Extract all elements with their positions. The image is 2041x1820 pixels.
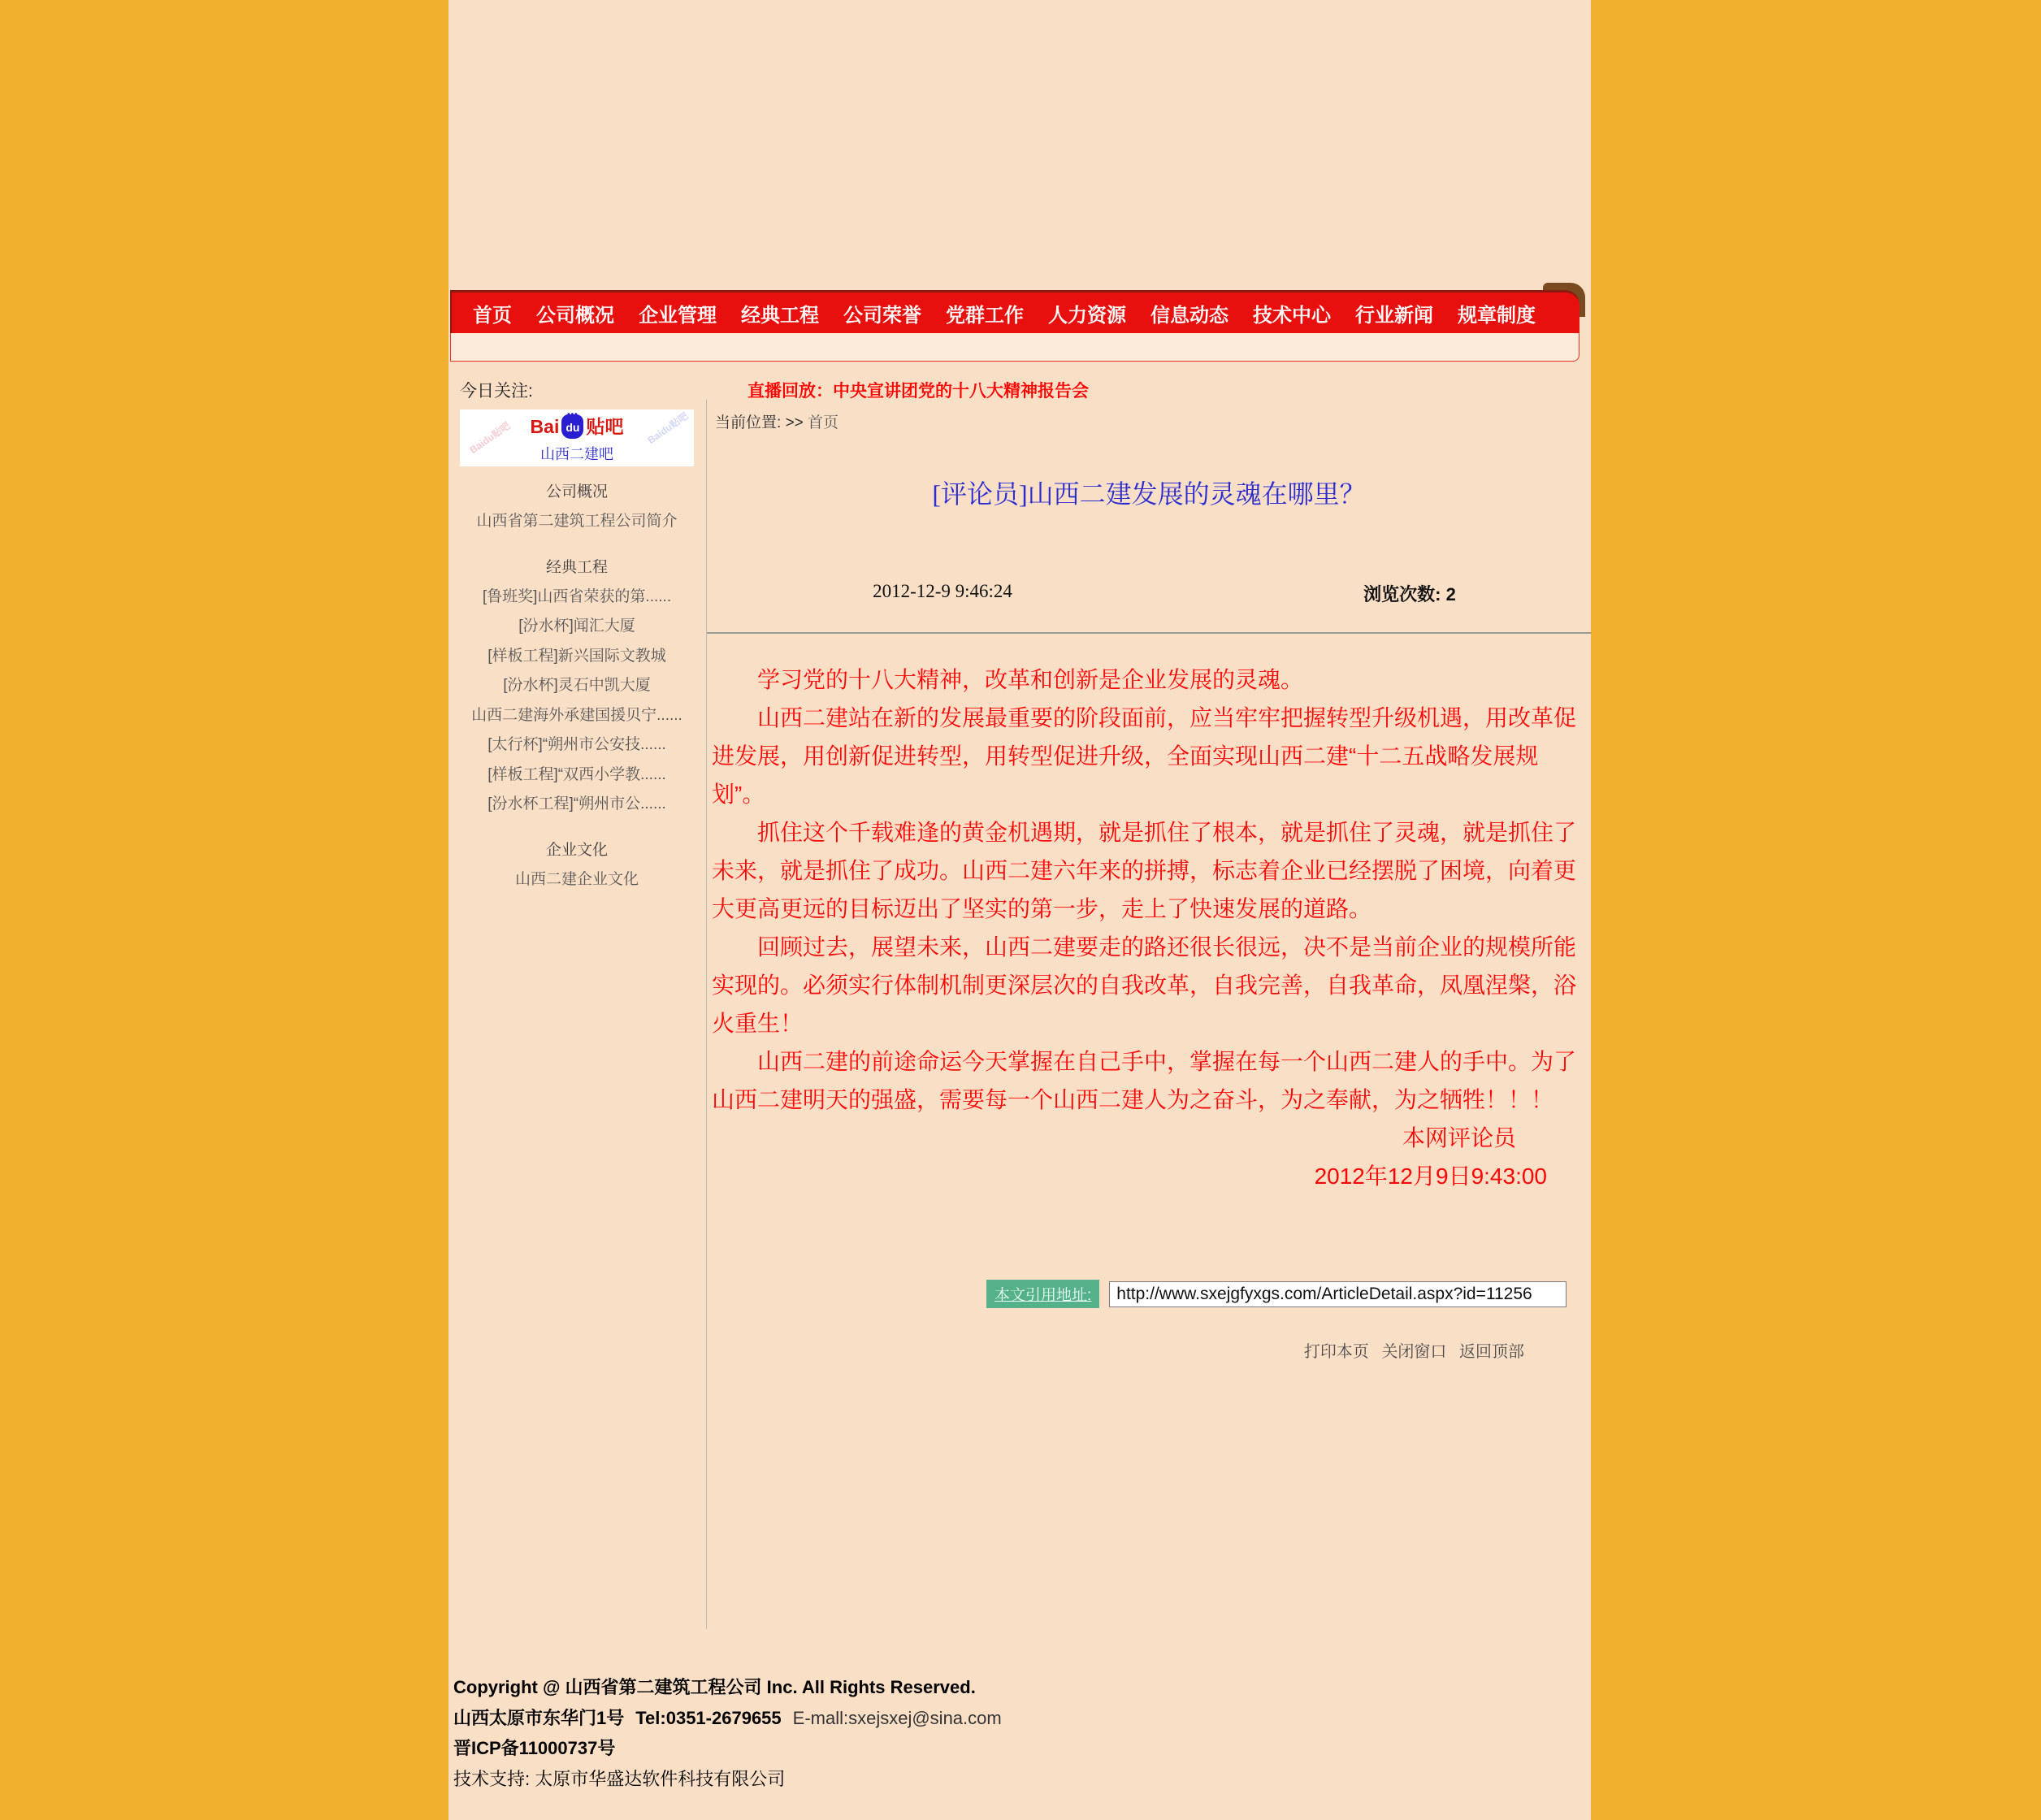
meta-divider xyxy=(707,632,1591,634)
nav-item-tech-center[interactable]: 技术中心 xyxy=(1253,304,1331,327)
sidebar-item-model-xinxing[interactable]: [样板工程]新兴国际文教城 xyxy=(488,647,666,665)
sidebar-item-luban-award[interactable]: [鲁班奖]山西省荣获的第...... xyxy=(482,587,672,605)
nav-item-company-honors[interactable]: 公司荣誉 xyxy=(843,304,921,327)
sidebar-section-corporate-culture: 企业文化 xyxy=(545,841,608,859)
nav-item-enterprise-management[interactable]: 企业管理 xyxy=(639,304,717,327)
footer-email: E-mall:sxejsxej@sina.com xyxy=(792,1707,1002,1728)
baidu-banner-caption: 山西二建吧 xyxy=(540,446,613,462)
views-label: 浏览次数: xyxy=(1363,584,1441,604)
article-paragraph: 抓住这个千载难逢的黄金机遇期，就是抓住了根本，就是抓住了灵魂，就是抓住了未来，就是抓住了成功。山西二建六年来的拼搏，标志着企业已经摆脱了困境，向着更大更高更远的目标迈出了坚实的第一步，走上了快速发展的道路。 xyxy=(712,820,1577,921)
breadcrumb-arrows: >> xyxy=(785,414,804,431)
breadcrumb xyxy=(707,410,1591,432)
citation-row xyxy=(986,1280,1566,1308)
back-to-top-link[interactable]: 返回顶部 xyxy=(1459,1343,1524,1361)
nav-item-party-work[interactable]: 党群工作 xyxy=(946,304,1024,327)
icp-line: 晋ICP备11000737号 xyxy=(453,1738,616,1758)
sidebar-item-fenshui-shuozhou[interactable]: [汾水杯工程]“朔州市公...... xyxy=(488,795,666,812)
print-page-link[interactable]: 打印本页 xyxy=(1303,1343,1369,1361)
sidebar-gap xyxy=(448,537,705,553)
nav-item-information-news[interactable]: 信息动态 xyxy=(1150,304,1228,327)
sidebar-gap xyxy=(448,820,705,836)
article-paragraph: 学习党的十八大精神，改革和创新是企业发展的灵魂。 xyxy=(757,667,1304,692)
baidu-paw-icon: ••• du xyxy=(561,414,583,439)
main-nav xyxy=(450,290,1580,362)
baidu-tieba-banner[interactable] xyxy=(460,410,694,466)
footer-address: 山西太原市东华门1号 xyxy=(453,1707,625,1728)
article-title: [评论员]山西二建发展的灵魂在哪里？ xyxy=(932,479,1366,509)
article-date: 2012-12-9 9:46:24 xyxy=(873,581,1012,601)
today-focus-row xyxy=(460,378,1581,402)
sidebar-item-taihang-shuozhou[interactable]: [太行杯]“朔州市公安技...... xyxy=(488,736,666,753)
article-actions xyxy=(1296,1338,1524,1362)
views-counter xyxy=(1316,581,1503,606)
article-area xyxy=(707,410,1591,1629)
sidebar-section-classic-projects: 经典工程 xyxy=(545,558,608,576)
tieba-text: 贴吧 xyxy=(586,416,624,437)
nav-item-human-resources[interactable]: 人力资源 xyxy=(1048,304,1126,327)
sidebar-item-company-intro[interactable]: 山西省第二建筑工程公司简介 xyxy=(476,513,678,530)
cite-url-input[interactable] xyxy=(1109,1281,1566,1307)
article-paragraph: 山西二建站在新的发展最重要的阶段面前，应当牢牢把握转型升级机遇，用改革促进发展，用创新促进转型，用转型促进升级，全面实现山西二建“十二五战略发展规划”。 xyxy=(712,705,1577,807)
sidebar-item-fenshui-lingshi[interactable]: [汾水杯]灵石中凯大厦 xyxy=(503,677,651,694)
baidu-watermark: Baidu贴吧 xyxy=(645,410,691,447)
copyright-line: Copyright @ 山西省第二建筑工程公司 Inc. All Rights Reserved. xyxy=(453,1677,976,1697)
article-signature: 本网评论员 xyxy=(1402,1125,1516,1150)
cite-label: 本文引用地址: xyxy=(986,1280,1099,1308)
nav-sub-row xyxy=(450,333,1580,362)
nav-item-home[interactable]: 首页 xyxy=(473,304,512,327)
article-paragraph: 山西二建的前途命运今天掌握在自己手中，掌握在每一个山西二建人的手中。为了山西二建明天的强盛，需要每一个山西二建人为之奋斗，为之奉献，为之牺牲！！！ xyxy=(712,1049,1577,1112)
marquee-headline-link[interactable]: 直播回放：中央宣讲团党的十八大精神报告会 xyxy=(748,382,1089,401)
content-column xyxy=(448,0,1591,1820)
breadcrumb-home-link[interactable]: 首页 xyxy=(808,414,839,431)
sidebar xyxy=(448,478,705,895)
sidebar-section-company-overview: 公司概况 xyxy=(545,483,608,500)
close-window-link[interactable]: 关闭窗口 xyxy=(1381,1343,1447,1361)
sidebar-item-overseas-benin[interactable]: 山西二建海外承建国援贝宁...... xyxy=(471,706,682,724)
nav-item-regulations[interactable]: 规章制度 xyxy=(1458,304,1536,327)
article-paragraph: 回顾过去，展望未来，山西二建要走的路还很长很远，决不是当前企业的规模所能实现的。必须实行体制机制更深层次的自我改革，自我完善，自我革命，凤凰涅槃，浴火重生！ xyxy=(712,934,1577,1036)
views-count: 2 xyxy=(1445,584,1456,604)
nav-item-company-overview[interactable]: 公司概况 xyxy=(536,304,614,327)
nav-bar xyxy=(450,290,1580,333)
tech-support-line: 技术支持: 太原市华盛达软件科技有限公司 xyxy=(453,1768,786,1789)
sidebar-item-fenshui-wenhui[interactable]: [汾水杯]闻汇大厦 xyxy=(518,618,635,635)
article-body xyxy=(712,661,1588,1195)
baidu-watermark: Baidu贴吧 xyxy=(467,419,513,457)
footer-tel: Tel:0351-2679655 xyxy=(635,1707,782,1728)
sidebar-item-model-shuangxi[interactable]: [样板工程]“双西小学教...... xyxy=(488,765,666,783)
article-signature-date: 2012年12月9日9:43:00 xyxy=(1314,1164,1547,1189)
contact-line xyxy=(453,1703,1002,1734)
sidebar-item-corporate-culture[interactable]: 山西二建企业文化 xyxy=(514,870,639,888)
today-focus-label: 今日关注: xyxy=(460,382,533,401)
breadcrumb-label: 当前位置: xyxy=(715,414,782,431)
nav-item-industry-news[interactable]: 行业新闻 xyxy=(1355,304,1433,327)
baidu-logo-bai-text: Bai xyxy=(530,416,560,437)
nav-item-classic-projects[interactable]: 经典工程 xyxy=(741,304,819,327)
footer xyxy=(453,1672,1002,1794)
